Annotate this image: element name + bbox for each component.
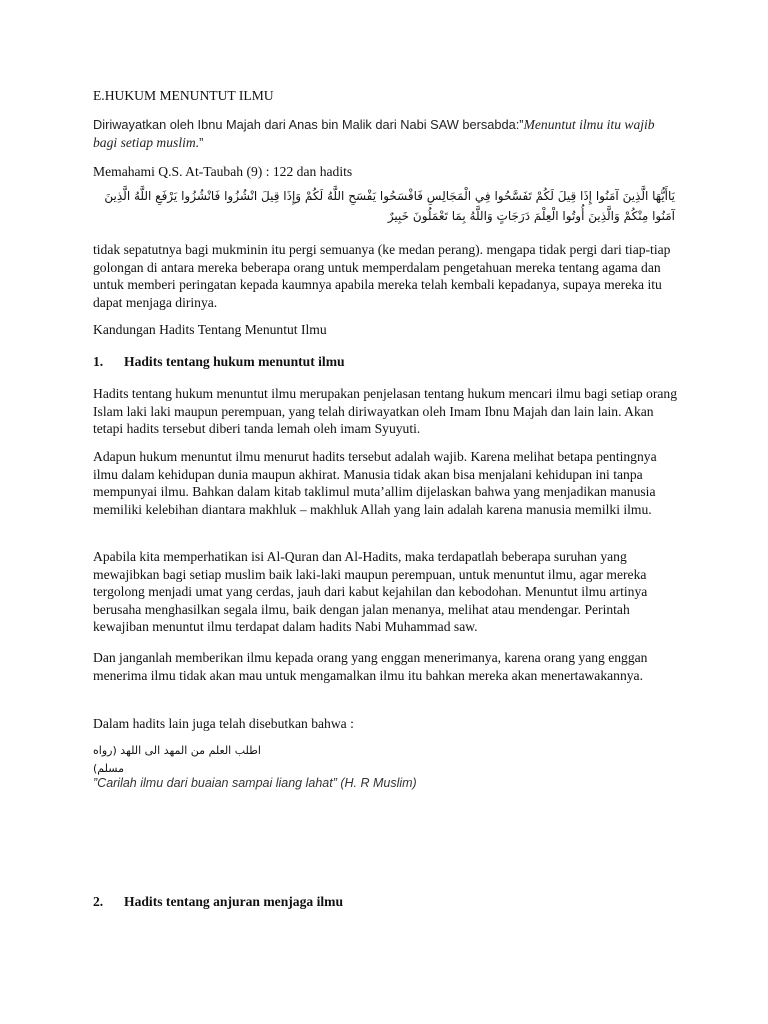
hadith-quote: ”Carilah ilmu dari buaian sampai liang lahat” (H. R Muslim) bbox=[93, 776, 417, 790]
section-2-heading bbox=[93, 893, 683, 911]
intro-quote: Menuntut ilmu itu wajib bagi setiap muslim. bbox=[93, 117, 655, 150]
intro-prefix: Diriwayatkan oleh Ibnu Majah dari Anas bin Malik dari Nabi SAW bersabda:” bbox=[93, 117, 524, 132]
paragraph-tidak: tidak sepatutnya bagi mukminin itu pergi semuanya (ke medan perang). mengapa tidak pergi dari tiap-tiap golongan di antara mereka beberapa orang untuk memperdalam pengetahuan mereka tentang agama dan untuk memberi peringatan kepada kaumnya apabila mereka telah kembali kepadanya, supaya mereka itu dapat menjaga dirinya. bbox=[93, 242, 671, 310]
kandungan-heading: Kandungan Hadits Tentang Menuntut Ilmu bbox=[93, 322, 327, 337]
arabic-verse: يَاأَيُّهَا الَّذِينَ آمَنُوا إِذَا قِيلَ لَكُمْ تَفَسَّحُوا فِي الْمَجَالِسِ فَافْسَحُوا يَفْسَحِ اللَّهُ لَكُمْ وَإِذَا قِيلَ انْشُزُوا فَانْشُزُوا يَرْفَعِ اللَّهُ الَّذِينَ آمَنُوا مِنْكُمْ وَالَّذِينَ أُوتُوا الْعِلْمَ دَرَجَاتٍ وَاللَّهُ بِمَا تَعْمَلُونَ خَبِيرٌ bbox=[104, 189, 675, 223]
document-heading: E.HUKUM MENUNTUT ILMU bbox=[93, 88, 274, 103]
paragraph-1: Hadits tentang hukum menuntut ilmu merupakan penjelasan tentang hukum mencari ilmu bagi setiap orang Islam laki laki maupun perempuan, yang telah diriwayatkan oleh Imam Ibnu Majah dan lain lain. Akan tetapi hadits tersebut diberi tanda lemah oleh imam Syuyuti. bbox=[93, 386, 678, 437]
section-1-number: 1. bbox=[93, 354, 104, 369]
paragraph-2: Adapun hukum menuntut ilmu menurut hadits tersebut adalah wajib. Karena melihat betapa pentingnya ilmu dalam kehidupan dunia maupun akhirat. Manusia tidak akan bisa menjalani kehidupan ini tanpa mempunyai ilmu. Bahkan dalam kitab taklimul muta’allim dijelaskan bahwa yang menjadikan manusia memiliki kelebihan diantara makhluk – makhluk Allah yang lain adalah karena manusia memilki ilmu. bbox=[93, 449, 657, 517]
section-1-heading bbox=[93, 353, 683, 371]
intro-paragraph bbox=[93, 116, 669, 151]
paragraph-3: Apabila kita memperhatikan isi Al-Quran dan Al-Hadits, maka terdapatlah beberapa suruhan yang mewajibkan bagi setiap muslim baik laki-laki maupun perempuan, untuk menuntut ilmu, agar mereka tergolong menjadi umat yang cerdas, jauh dari kabut kejahilan dan kebodohan. Menuntut ilmu artinya berusaha menghasilkan segala ilmu, baik dengan jalan menanya, melihat atau mendengar. Perintah kewajiban menuntut ilmu terdapat dalam hadits Nabi Muhammad saw. bbox=[93, 549, 648, 635]
section-1-title: Hadits tentang hukum menuntut ilmu bbox=[124, 354, 345, 369]
paragraph-4: Dan janganlah memberikan ilmu kepada orang yang enggan menerimanya, karena orang yang enggan menerima ilmu tidak akan mau untuk mengamalkan ilmu itu bahkan mereka akan menertawakannya. bbox=[93, 650, 648, 683]
section-2-number: 2. bbox=[93, 894, 104, 909]
memahami-line: Memahami Q.S. At-Taubah (9) : 122 dan hadits bbox=[93, 164, 353, 179]
section-2-title: Hadits tentang anjuran menjaga ilmu bbox=[124, 894, 344, 909]
paragraph-5: Dalam hadits lain juga telah disebutkan bahwa : bbox=[93, 716, 354, 731]
intro-suffix: ” bbox=[199, 134, 204, 150]
arabic-hadith: اطلب العلم من المهد الى اللهد (رواه مسلم) bbox=[93, 744, 261, 775]
